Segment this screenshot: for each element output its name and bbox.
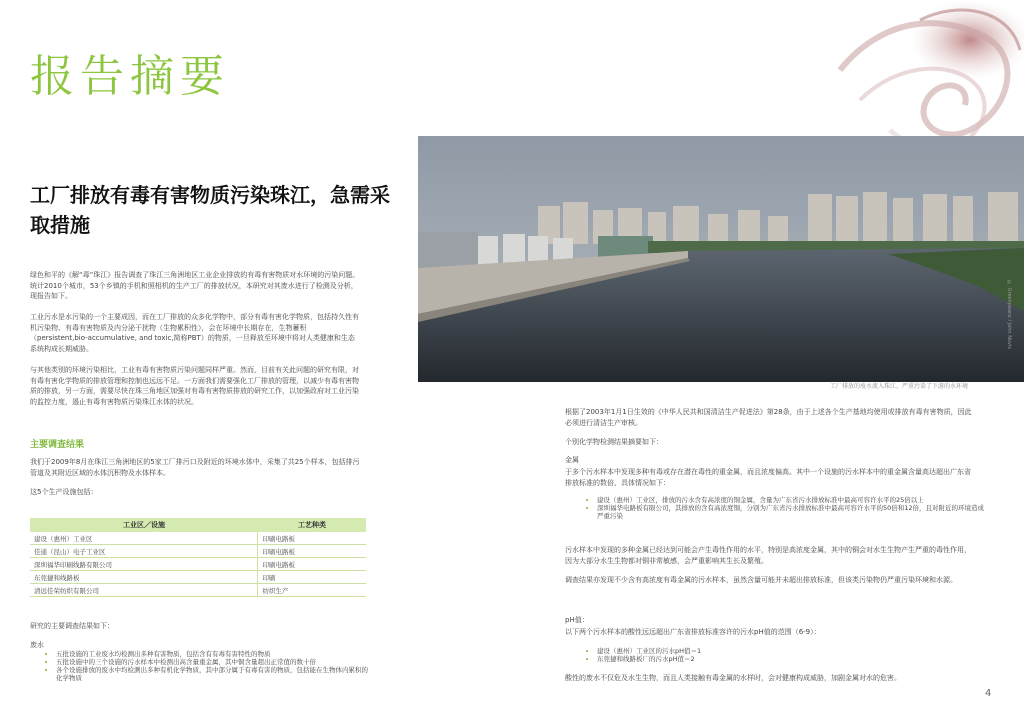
facilities-table [30,518,366,597]
wastewater-bullets [44,650,372,682]
photo-caption: 工厂排放的废水流入珠江，严重污染了下游的水环境 [829,383,968,390]
sample-paragraph: 调查结果亦发现不少含有高浓度有毒金属的污水样本，虽然含量可能并未超出排放标准，但该类污染物仍严重污染环境和水源。 [565,576,957,584]
list-item: • 建设（惠州）工业区的污水pH值＝1 [597,647,987,655]
table-row [30,584,366,597]
results-summary-intro: 个别化学物检测结果摘要如下： [565,438,663,446]
table-row [30,558,366,571]
wastewater-label: 废水 [30,641,44,649]
table-cell: 印刷电路板 [258,532,366,545]
metals-label: 金属 [565,456,579,464]
table-header-row [30,518,366,532]
table-cell: 深圳福华印刷线路有限公司 [30,558,258,571]
list-item: • 五批设施的工业废水均检测出多种有害物质，包括含有有毒有害特性的物质 [56,650,372,658]
ph-bullets [585,647,987,663]
table-cell: 印刷电路板 [258,545,366,558]
list-item: • 深圳福华电路板有限公司，其排放的含有高浓度铜，分别为广东省污水排放标准中最高可容许水平的50倍和12倍，且对附近的环境造成严重污染 [597,504,987,520]
findings-heading: 主要调查结果 [30,440,85,450]
table-cell: 清远佳荣纺织有限公司 [30,584,258,597]
acidity-paragraph: 酸性的废水不仅危及水生生物，而且人类接触有毒金属的水样时，会对健康构成威胁，加剧金属对水的危害。 [565,674,901,682]
list-item: • 各个设施排放的废水中均检测出多种有机化学物质，其中部分属于有毒有害的物质，包括能在生物体内累积的化学物质 [56,666,372,682]
list-item: • 东莞捷和线路板厂的污水pH值＝2 [597,655,987,663]
photo-credit: © Greenpeace / John Novis [1006,280,1012,349]
results-intro: 研究的主要调查结果如下： [30,622,114,630]
table-cell: 建设（惠州）工业区 [30,532,258,545]
page-number: 4 [985,688,992,699]
table-row [30,545,366,558]
ph-label: pH值： [565,616,589,624]
toxicity-paragraph: 污水样本中发现的多种金属已经达到可能会产生毒性作用的水平，特别是高浓度金属，其中的铜会对水生生物产生严重的毒性作用，因为大部分水生生物都对铜非常敏感，会严重影响其生长及繁殖。 [565,546,971,565]
table-row [30,571,366,584]
table-cell: 纺织生产 [258,584,366,597]
law-paragraph: 根据了2003年1月1日生效的《中华人民共和国清洁生产促进法》第28条，由于上述各个生产基地均使用或排放有毒有害物质，因此必须进行清洁生产审核。 [565,408,972,427]
context-paragraph: 与其他类别的环境污染相比，工业有毒有害物质污染问题同样严重。然而，目前有关此问题的研究有限，对有毒有害化学物质的排放管理和控制也远远不足。一方面我们需要强化工厂排放的管理，以减少有毒有害物质的排放，另一方面，需要尽快在珠三角地区加强对有毒有害物质排放的研究工作，以加强政府对工业污染的监控力度，遏止有毒有害物质污染珠江水体的状况。 [30,366,359,406]
table-header: 工业区／设施 [30,518,258,532]
table-cell: 佳通（昆山）电子工业区 [30,545,258,558]
table-cell: 印刷 [258,571,366,584]
table-cell: 东莞捷和线路板 [30,571,258,584]
table-cell: 印刷电路板 [258,558,366,571]
list-item: • 建设（惠州）工业区，排放的污水含有高浓度的铜金属，含量为广东省污水排放标准中最高可容许水平的25倍以上 [597,496,987,504]
pollution-paragraph: 工业污水是水污染的一个主要成因，而在工厂排放的众多化学物中，部分有毒有害化学物质，包括持久性有机污染物、有毒有害物质及内分泌干扰物（生物累积性），会在环境中长期存在，生物蓄积（persistent,bio-accumulative, and toxic,简称PBT）的物质，一旦释放至环境中将对人类健康和生态系统构成长期威胁。 [30,313,359,353]
intro-paragraph: 绿色和平的《解“毒”珠江》报告调查了珠江三角洲地区工业企业排放的有毒有害物质对水环境的污染问题。统计2010个城市，53个乡镇的手机和照相机的生产工厂的排放状况，本研究对其废水进行了检测及分析，现报告如下。 [30,271,360,300]
metals-paragraph: 于多个污水样本中发现多种有毒或存在潜在毒性的重金属，而且浓度偏高。其中一个设施的污水样本中的重金属含量高达超出广东省排放标准的数倍，具体情况如下： [565,468,971,487]
metals-bullets [585,496,987,520]
sampling-paragraph: 我们于2009年8月在珠江三角洲地区的5家工厂排污口及附近的环境水体中，采集了共25个样本，包括排污管道及其附近区域的水体沉积物及水体样本。 [30,458,360,477]
facilities-intro: 这5个生产设施包括： [30,488,98,496]
summary-title: 报告摘要 [30,51,230,102]
table-header: 工艺种类 [258,518,366,532]
list-item: • 五批设施中的三个设施的污水样本中检测出高含量重金属，其中铜含量超出正常值的数十倍 [56,658,372,666]
river-photo [418,136,1024,382]
headline: 工厂排放有毒有害物质污染珠江，急需采取措施 [30,183,390,237]
ph-paragraph: 以下两个污水样本的酸性远远超出广东省排放标准容许的污水pH值的范围（6-9）： [565,628,821,636]
table-row [30,532,366,545]
